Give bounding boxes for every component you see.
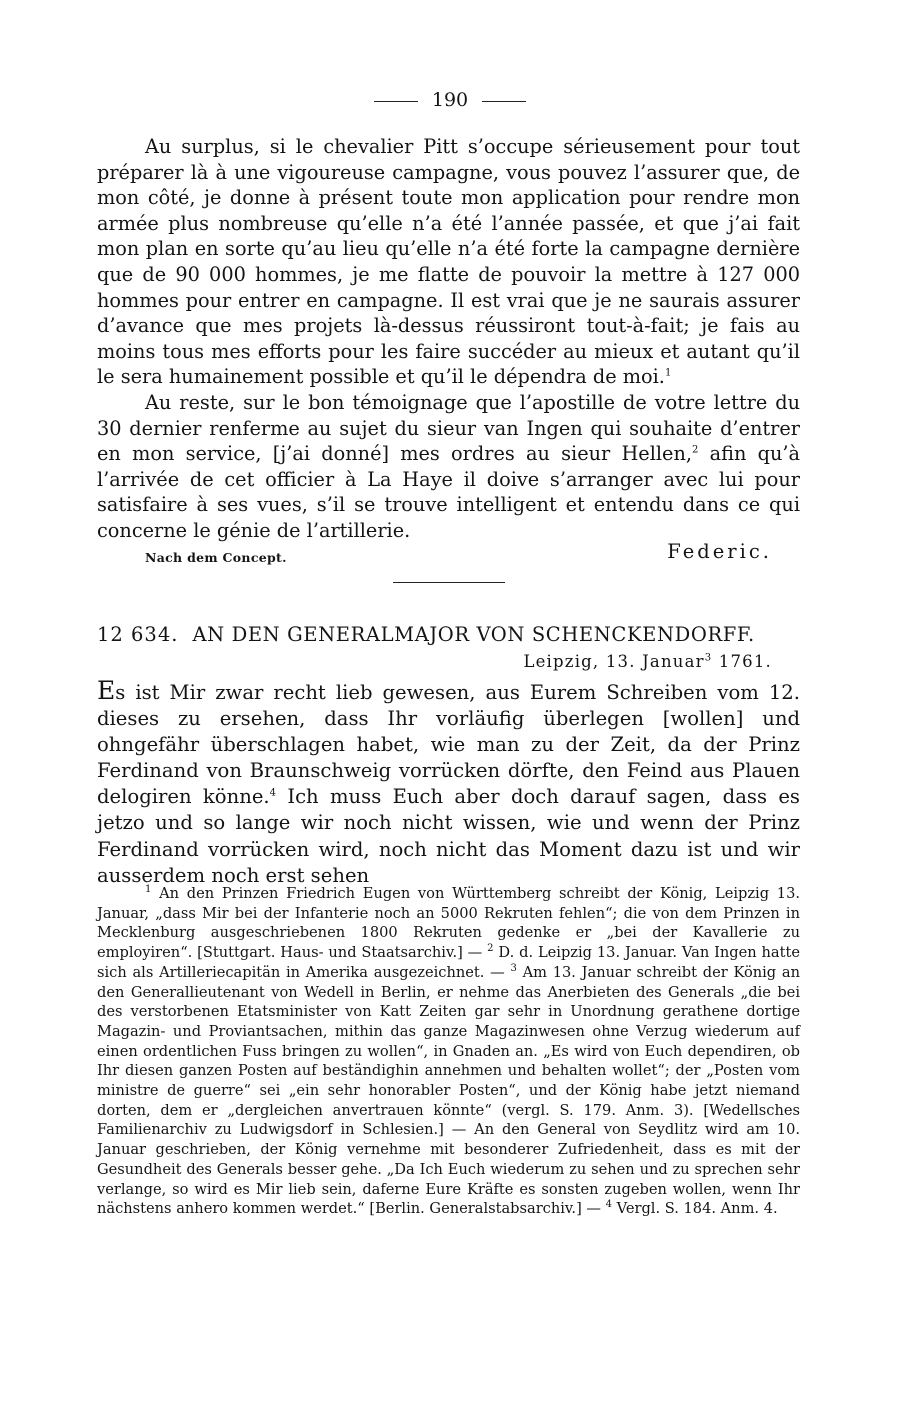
footnote-3-text: Am 13. Januar schreibt der König an den Generallieutenant von Wedell in Berlin, er nehme das Anerbieten des Generals „die bei des verstorbenen Etatsminister von Katt Zeiten gar sehr in Unordnung gerathene dortige Magazin- und Proviantsachen, mithin das ganze Magazinwesen ohne Verzug wiederum auf einen ordentlichen Fuss bringen zu wollen“, in Gnaden an. „Es wird von Euch dependiren, ob Ihr diesen ganzen Posten auf beständighin annehmen und behalten wollet“; der „Posten vom ministre de guerre“ sei „ein sehr honorabler Posten“, und der König habe jetzt niemand dorten, dem er „dergleichen anvertrauen könnte“ (vergl. S. 179. Anm. 3). [Wedellsches Familienarchiv zu Ludwigsdorf in Schlesien.] — An den General von Seydlitz wird am 10. Januar geschrieben, der König vernehme mit besonderer Zufriedenheit, dass es mit der Gesundheit des Generals besser gehe. „Da Ich Euch wiederum zu sehen und zu sprechen sehr verlange, so wird es Mir lieb sein, daferne Eure Kräfte es sonsten zugeben wollen, wenn Ihr nächstens anhero kommen werdet.“ [Berlin. Generalstabsarchiv.] — bbox=[97, 963, 800, 1218]
place-date-text-a: Leipzig, 13. Januar bbox=[523, 652, 705, 671]
letter-body bbox=[97, 134, 800, 544]
footnote-marker-4: 4 bbox=[605, 1199, 613, 1211]
footnote-2-text: D. d. Leipzig 13. Januar. Van Ingen hatte sich als Artilleriecapitän in Amerika ausgezeichnet. — bbox=[97, 944, 800, 981]
header-dash-right bbox=[482, 101, 526, 102]
footnotes bbox=[97, 884, 800, 1219]
footnote-ref-1: 1 bbox=[664, 367, 672, 379]
paragraph-1-text: Au surplus, si le chevalier Pitt s’occupe sérieusement pour tout préparer là à une vigoureuse campagne, vous pouvez l’assurer que, de mon côté, je donne à présent toute mon application pour rendre mon armée plus nombreuse qu’elle n’a été l’année passée, et que j’ai fait mon plan en sorte qu’au lieu qu’elle n’a été forte la campagne dernière que de 90 000 hommes, je me flatte de pouvoir la mettre à 127 000 hommes pour entrer en campagne. Il est vrai que je ne saurais assurer d’avance que mes projets là-dessus réussiront tout-à-fait; je fais au moins tous mes efforts pour les faire succéder au mieux et autant qu’il le sera humainement possible et qu’il le dépendra de moi. bbox=[97, 135, 800, 389]
paragraph-1 bbox=[97, 134, 800, 390]
source-note: Nach dem Concept. bbox=[145, 550, 287, 565]
place-date bbox=[523, 652, 772, 671]
paragraph-2-text-a: Au reste, sur le bon témoignage que l’apostille de votre lettre du 30 dernier renferme au sujet du sieur van Ingen qui souhaite d’entrer en mon service, [j’ai donné] mes ordres au sieur Hellen, bbox=[97, 390, 800, 466]
footnote-marker-2: 2 bbox=[487, 943, 494, 955]
paragraph-2 bbox=[97, 390, 800, 544]
paragraph-2-text-b: afin qu’à l’arrivée de cet officier à La Haye il doive s’arranger avec lui pour satisfaire à ses vues, s’il se trouve intelligent et entendu dans ce qui concerne le génie de l’artillerie. bbox=[97, 442, 801, 542]
document-number: 12 634. bbox=[97, 623, 179, 646]
signature: Federic. bbox=[667, 540, 772, 563]
footnote-ref-4: 4 bbox=[269, 787, 277, 799]
section-divider bbox=[393, 582, 505, 583]
footnote-block bbox=[97, 884, 800, 1219]
page-header bbox=[0, 88, 900, 112]
initial-letter: E bbox=[97, 676, 116, 705]
place-date-text-b: 1761. bbox=[712, 652, 772, 671]
footnote-1-text: An den Prinzen Friedrich Eugen von Württemberg schreibt der König, Leipzig 13. Januar, „dass Mir bei der Infanterie noch an 5000 Rekruten fehlen“; die von dem Prinzen in Mecklenburg ausgeschriebenen 1800 Rekruten gedenke er „bei der Kavallerie zu employiren“. [Stuttgart. Haus- und Staatsarchiv.] — bbox=[97, 885, 800, 962]
closing-row bbox=[97, 540, 800, 570]
footnote-ref-3: 3 bbox=[704, 652, 713, 664]
document-heading bbox=[97, 622, 800, 648]
header-dash-left bbox=[374, 101, 418, 102]
document-paragraph bbox=[97, 676, 800, 889]
footnote-marker-1: 1 bbox=[145, 884, 152, 896]
document-text-a: s ist Mir zwar recht lieb gewesen, aus Eurem Schreiben vom 12. dieses zu ersehen, dass Ihr vorläufig überlegen [wollen] und ohngefähr überschlagen habet, wie man zu der Zeit, da der Prinz Ferdinand von Braunschweig vorrücken dörfte, den Feind aus Plauen delogiren könne. bbox=[97, 681, 800, 809]
footnote-4-text: Vergl. S. 184. Anm. 4. bbox=[612, 1200, 778, 1218]
document-title: AN DEN GENERALMAJOR VON SCHENCKENDORFF. bbox=[192, 623, 755, 646]
document-body bbox=[97, 676, 800, 889]
document-text-b: Ich muss Euch aber doch darauf sagen, dass es jetzo und so lange wir noch nicht wissen, wie und wenn der Prinz Ferdinand vorrücken wird, noch nicht das Moment dazu ist und wir ausserdem noch erst sehen bbox=[97, 785, 800, 887]
page-number: 190 bbox=[431, 89, 469, 111]
footnote-marker-3: 3 bbox=[510, 962, 517, 974]
footnote-ref-2: 2 bbox=[692, 444, 699, 456]
